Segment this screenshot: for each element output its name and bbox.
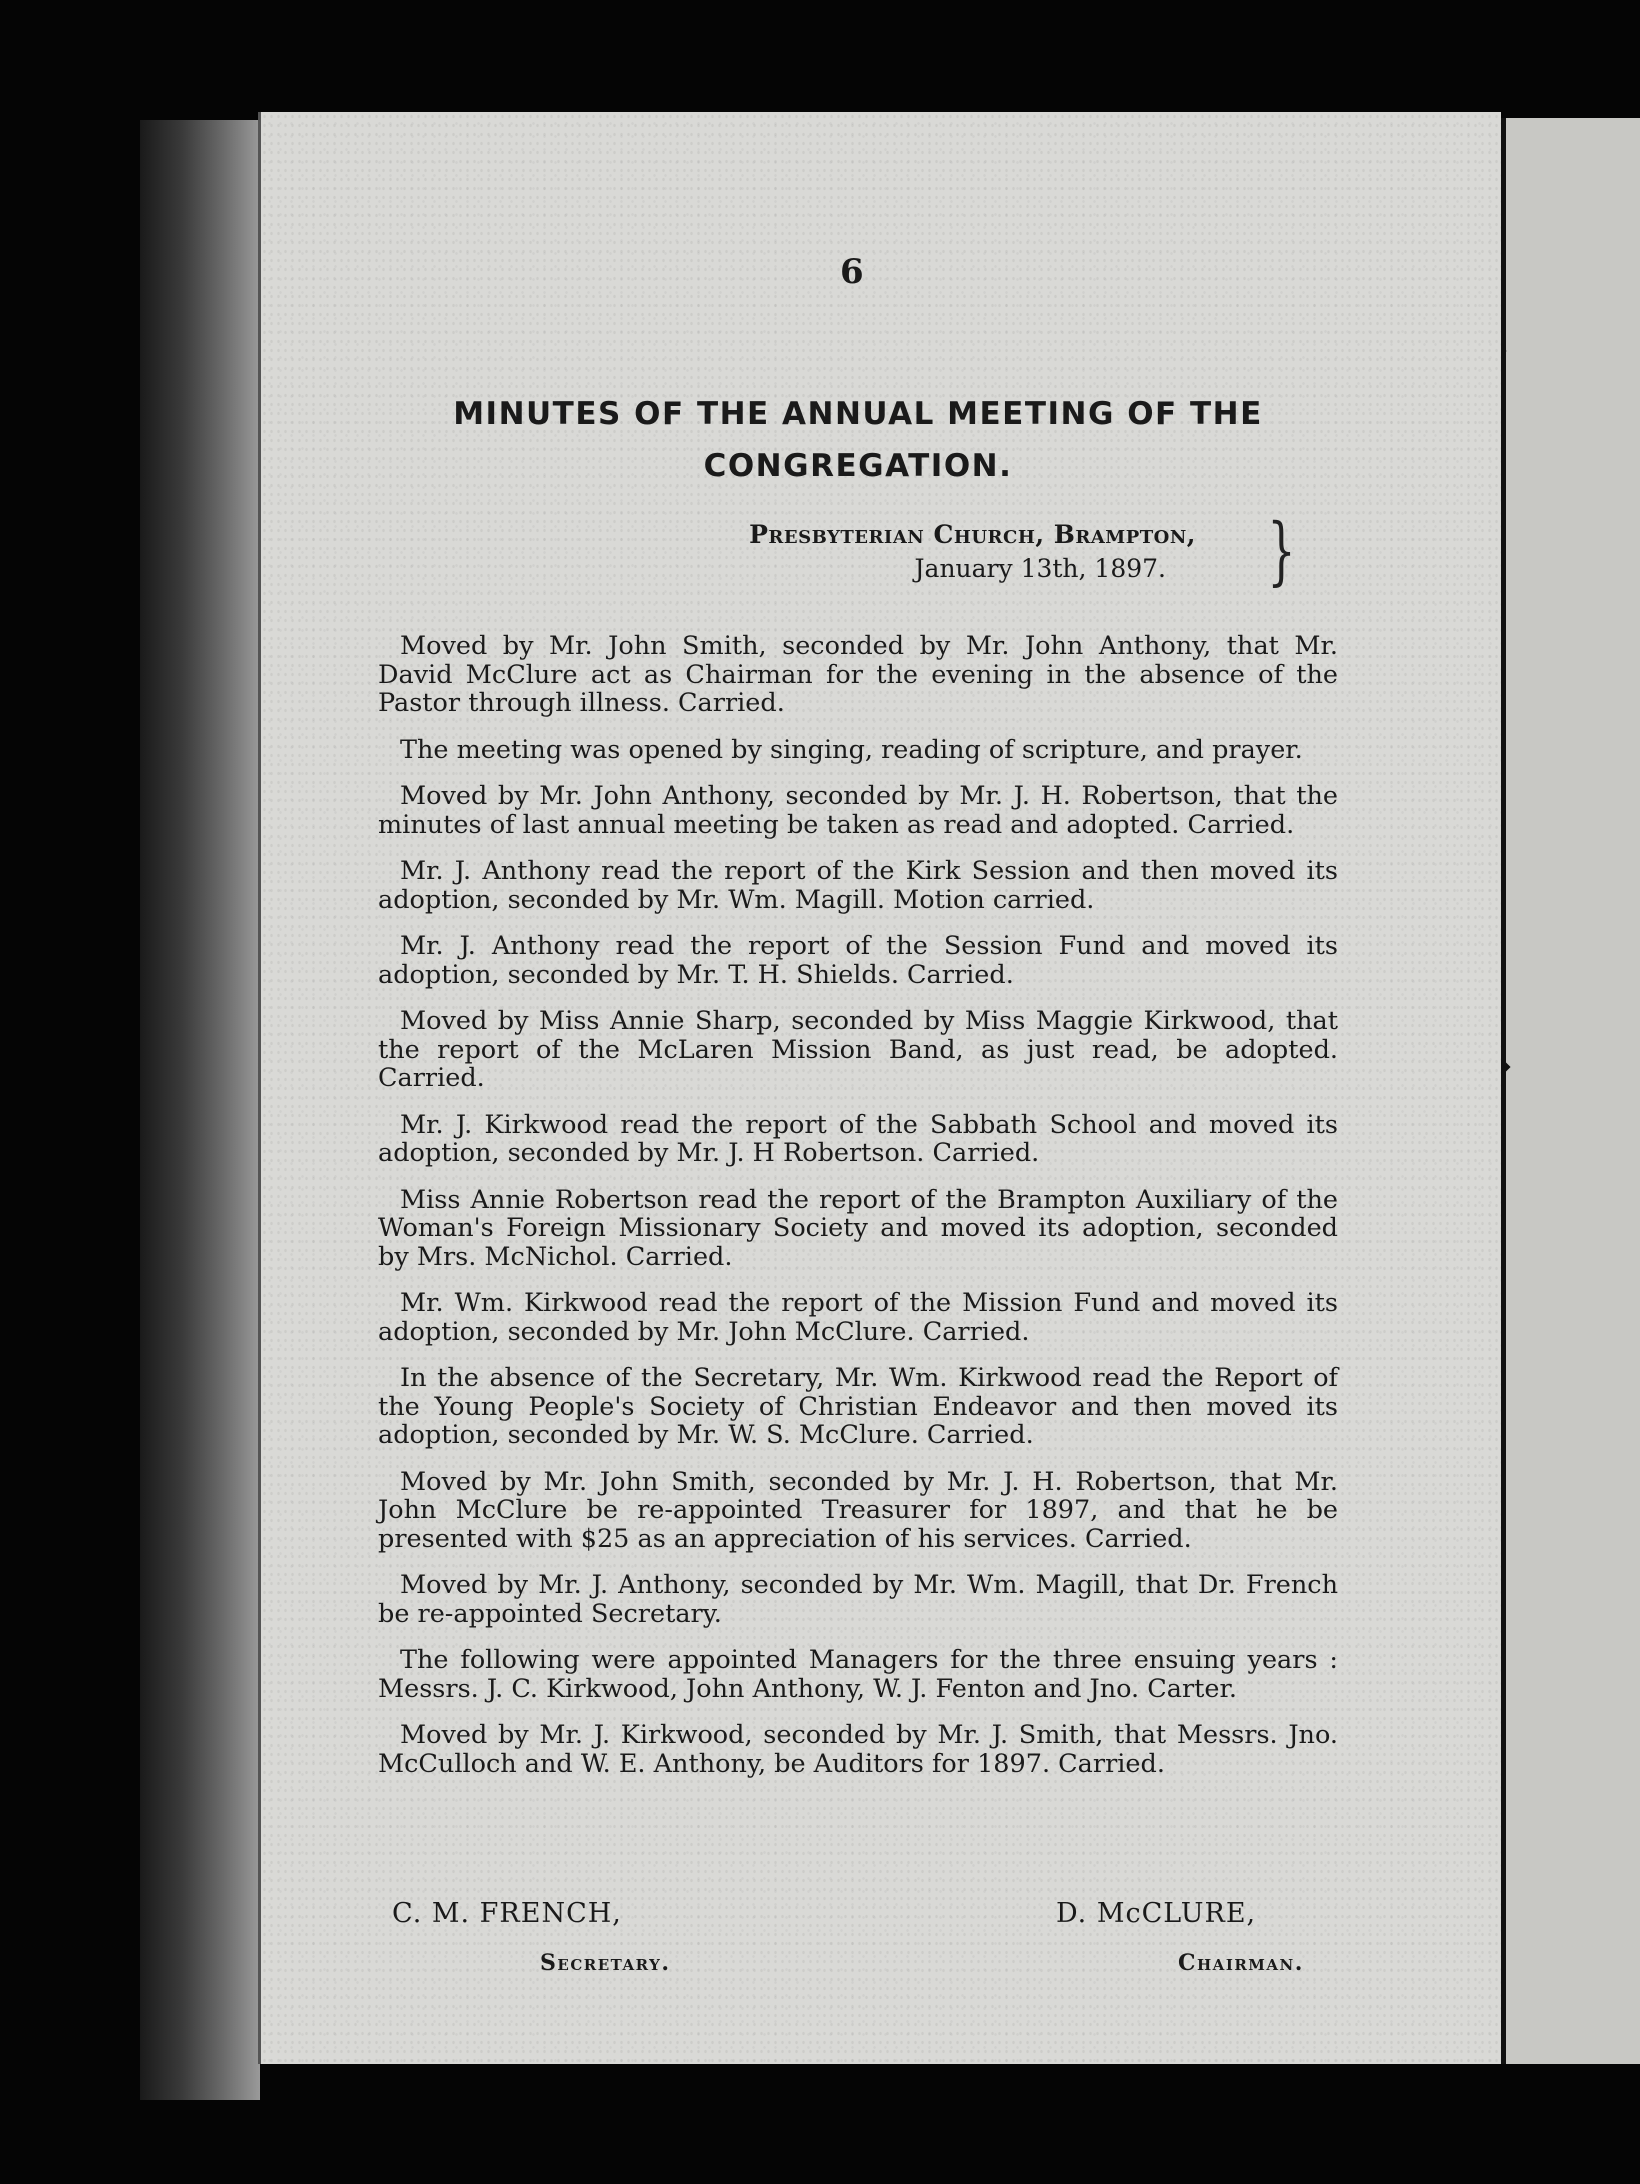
paragraph: Mr. J. Anthony read the report of the Session Fund and moved its adoption, seconded by Mr. T. H. Shields. Carried. bbox=[378, 931, 1338, 990]
facing-page-edge bbox=[1500, 118, 1640, 2064]
paragraph: The following were appointed Managers for the three ensuing years : Messrs. J. C. Kirkwood, John Anthony, W. J. Fenton and Jno. Carter. bbox=[378, 1645, 1338, 1704]
chairman-signature-title: Chairman. bbox=[1178, 1950, 1304, 1976]
paragraph: Moved by Mr. John Smith, seconded by Mr. J. H. Robertson, that Mr. John McClure be re-appointed Treasurer for 1897, and that he be presented with $25 as an appreciation of his services. Carried. bbox=[378, 1466, 1338, 1554]
dateline bbox=[746, 518, 1276, 586]
secretary-signature-title: Secretary. bbox=[540, 1950, 671, 1976]
paragraph: In the absence of the Secretary, Mr. Wm. Kirkwood read the Report of the Young People's Society of Christian Endeavor and then moved its adoption, seconded by Mr. W. S. McClure. Carried. bbox=[378, 1363, 1338, 1450]
paragraph: Moved by Mr. J. Kirkwood, seconded by Mr. J. Smith, that Messrs. Jno. McCulloch and W. E. Anthony, be Auditors for 1897. Carried. bbox=[378, 1720, 1338, 1779]
paragraph: Moved by Mr. J. Anthony, seconded by Mr. Wm. Magill, that Dr. French be re-appointed Secretary. bbox=[378, 1570, 1338, 1629]
minutes-body bbox=[378, 632, 1338, 1796]
paragraph: The meeting was opened by singing, reading of scripture, and prayer. bbox=[400, 734, 1303, 765]
paragraph: Moved by Miss Annie Sharp, seconded by Miss Maggie Kirkwood, that the report of the McLaren Mission Band, as just read, be adopted. Carried. bbox=[378, 1006, 1338, 1093]
paragraph: Mr. J. Kirkwood read the report of the Sabbath School and moved its adoption, seconded by Mr. J. H Robertson. Carried. bbox=[378, 1109, 1338, 1168]
dateline-place: Presbyterian Church, Brampton, bbox=[749, 520, 1196, 549]
chairman-signature-name: D. McCLURE, bbox=[1056, 1898, 1257, 1929]
title-line-1: MINUTES OF THE ANNUAL MEETING OF THE bbox=[453, 396, 1263, 432]
dateline-date: January 13th, 1897. bbox=[914, 554, 1166, 583]
page-title bbox=[378, 388, 1338, 492]
paragraph: Moved by Mr. John Anthony, seconded by Mr. J. H. Robertson, that the minutes of last annual meeting be taken as read and adopted. Carried. bbox=[378, 781, 1338, 840]
paragraph: Mr. J. Anthony read the report of the Kirk Session and then moved its adoption, seconded by Mr. Wm. Magill. Motion carried. bbox=[378, 856, 1338, 915]
paragraph: Miss Annie Robertson read the report of the Brampton Auxiliary of the Woman's Foreign Missionary Society and moved its adoption, seconded by Mrs. McNichol. Carried. bbox=[378, 1184, 1338, 1272]
page-number: 6 bbox=[840, 252, 864, 292]
dateline-brace: } bbox=[1267, 508, 1296, 594]
title-line-2: CONGREGATION. bbox=[703, 448, 1013, 484]
secretary-signature-name: C. M. FRENCH, bbox=[392, 1898, 622, 1929]
paragraph: Moved by Mr. John Smith, seconded by Mr. John Anthony, that Mr. David McClure act as Chairman for the evening in the absence of the Pastor through illness. Carried. bbox=[378, 631, 1338, 718]
paragraph: Mr. Wm. Kirkwood read the report of the Mission Fund and moved its adoption, seconded by Mr. John McClure. Carried. bbox=[378, 1288, 1338, 1347]
book-binding-edge bbox=[140, 120, 260, 2100]
